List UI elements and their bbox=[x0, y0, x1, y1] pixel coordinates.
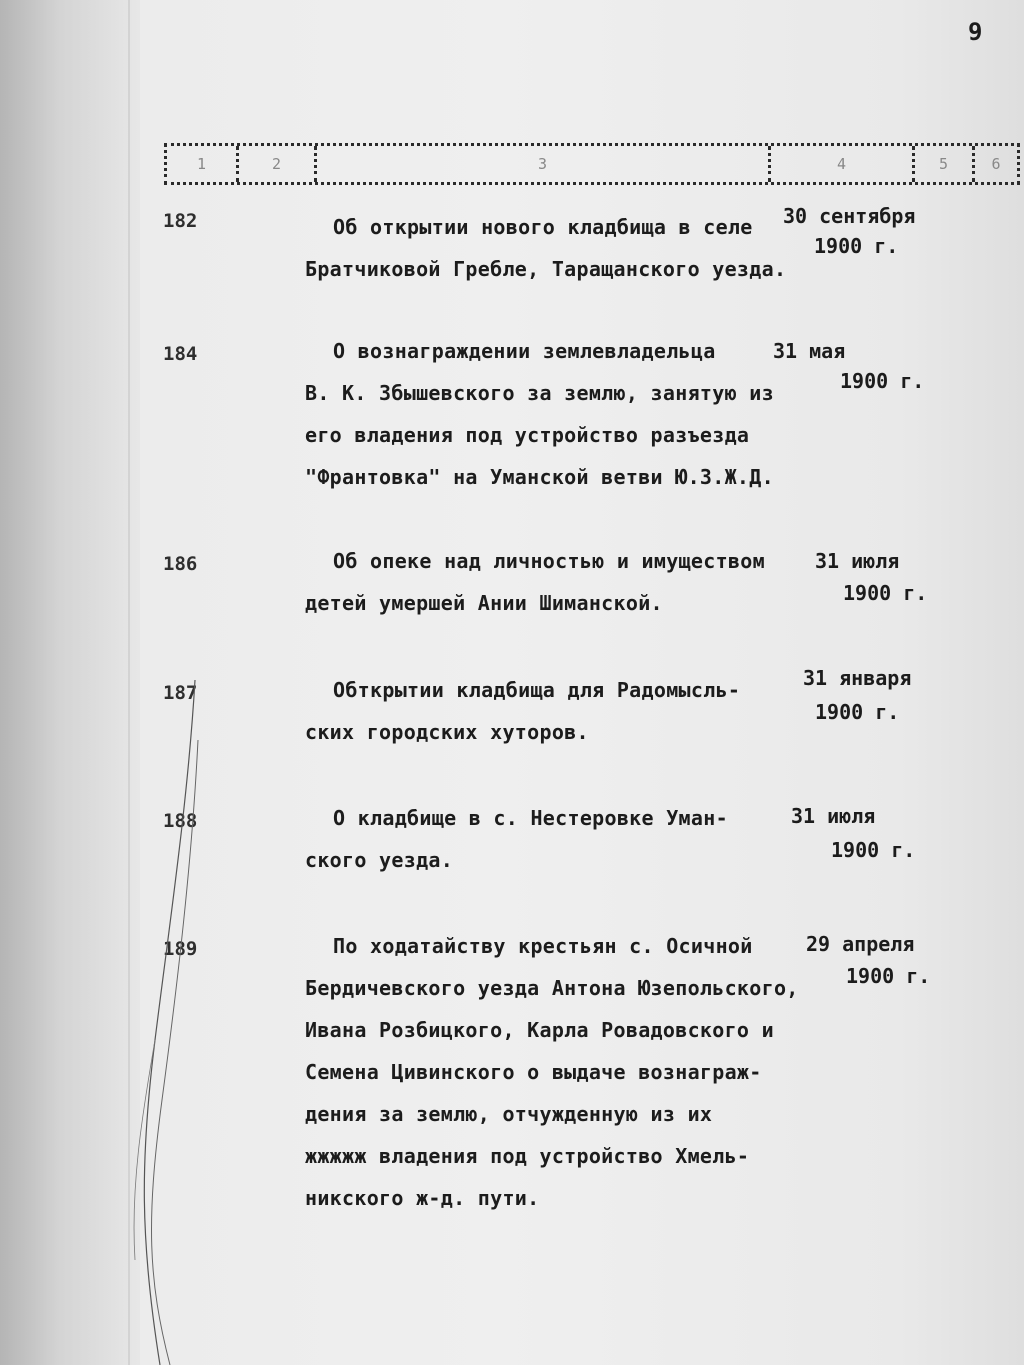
record-text-line: Об открытии нового кладбища в селе bbox=[333, 215, 753, 239]
record-number: 184 bbox=[163, 343, 198, 365]
record-date-year: 1900 г. bbox=[814, 234, 899, 258]
record-text-line: Семена Цивинского о выдаче вознаграж- bbox=[305, 1060, 762, 1084]
record-number: 186 bbox=[163, 553, 198, 575]
record-text-line: детей умершей Ании Шиманской. bbox=[305, 591, 663, 615]
record-date-day: 31 мая bbox=[773, 339, 846, 363]
record-date-year: 1900 г. bbox=[843, 581, 928, 605]
header-column-5: 5 bbox=[915, 146, 975, 182]
record-text-line: В. К. Збышевского за землю, занятую из bbox=[305, 381, 774, 405]
record-text-line: Об опеке над личностью и имуществом bbox=[333, 549, 765, 573]
record-text-line: ских городских хуторов. bbox=[305, 720, 589, 744]
record-text-line: ского уезда. bbox=[305, 848, 454, 872]
table-header-row bbox=[164, 143, 1020, 185]
record-text-line: никского ж-д. пути. bbox=[305, 1186, 540, 1210]
header-column-4: 4 bbox=[771, 146, 915, 182]
record-date-day: 30 сентября bbox=[783, 204, 916, 228]
record-date-day: 31 июля bbox=[791, 804, 876, 828]
record-number: 189 bbox=[163, 938, 198, 960]
record-date-year: 1900 г. bbox=[840, 369, 925, 393]
record-text-line: его владения под устройство разъезда bbox=[305, 423, 750, 447]
record-text-line: О вознаграждении землевладельца bbox=[333, 339, 716, 363]
record-text-line: Ивана Розбицкого, Карла Ровадовского и bbox=[305, 1018, 774, 1042]
record-date-year: 1900 г. bbox=[815, 700, 900, 724]
record-number: 182 bbox=[163, 210, 198, 232]
record-text-line: жжжжж владения под устройство Хмель- bbox=[305, 1144, 750, 1168]
page-fold bbox=[128, 0, 130, 1365]
record-text-line: "Франтовка" на Уманской ветви Ю.З.Ж.Д. bbox=[305, 465, 774, 489]
record-date-day: 31 января bbox=[803, 666, 912, 690]
record-text-line: Братчиковой Гребле, Таращанского уезда. bbox=[305, 257, 787, 281]
header-column-1: 1 bbox=[167, 146, 239, 182]
record-date-year: 1900 г. bbox=[846, 964, 931, 988]
record-date-day: 29 апреля bbox=[806, 932, 915, 956]
header-column-2: 2 bbox=[239, 146, 317, 182]
header-column-6: 6 bbox=[991, 155, 1001, 173]
header-column-3: 3 bbox=[317, 146, 771, 182]
record-text-line: дения за землю, отчужденную из их bbox=[305, 1102, 713, 1126]
record-number: 188 bbox=[163, 810, 198, 832]
record-date-day: 31 июля bbox=[815, 549, 900, 573]
record-text-line: Бердичевского уезда Антона Юзепольского, bbox=[305, 976, 799, 1000]
record-text-line: Обткрытии кладбища для Радомысль- bbox=[333, 678, 741, 702]
record-date-year: 1900 г. bbox=[831, 838, 916, 862]
record-text-line: По ходатайству крестьян с. Осичной bbox=[333, 934, 753, 958]
page-number: 9 bbox=[968, 18, 983, 46]
record-text-line: О кладбище в с. Нестеровке Уман- bbox=[333, 806, 728, 830]
binding-gutter bbox=[0, 0, 140, 1365]
record-number: 187 bbox=[163, 682, 198, 704]
